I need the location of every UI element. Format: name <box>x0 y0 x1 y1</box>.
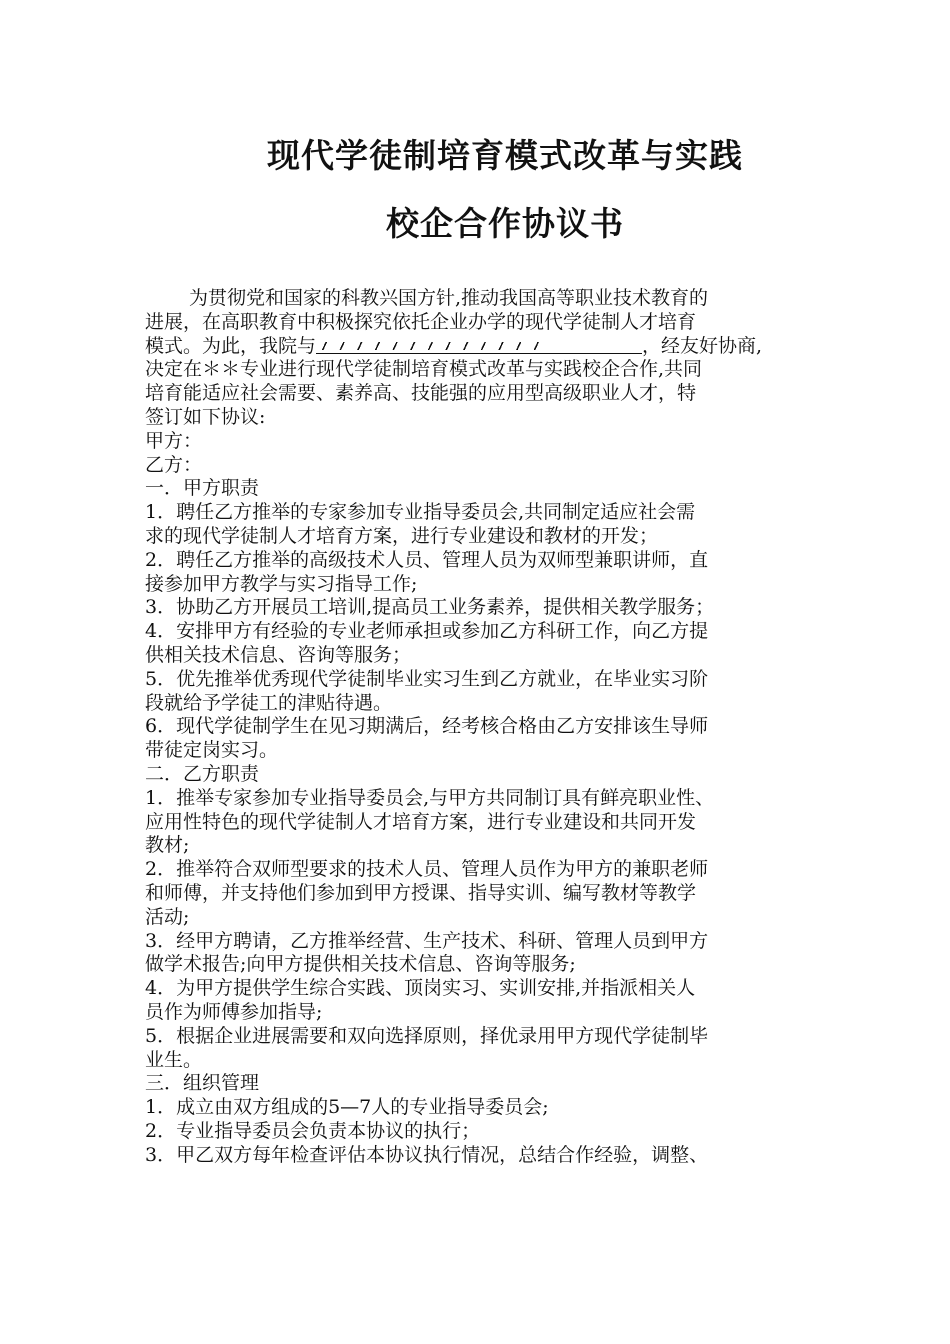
clause-line: 段就给予学徒工的津贴待遇。 <box>145 691 393 714</box>
partner-name-blank[interactable] <box>316 337 642 354</box>
intro-line: 进展，在高职教育中积极探究依托企业办学的现代学徒制人才培育 <box>145 310 697 333</box>
clause-line: 1．聘任乙方推举的专家参加专业指导委员会,共同制定适应社会需 <box>145 501 696 524</box>
clause-line: 供相关技术信息、咨询等服务； <box>145 643 412 666</box>
clause-line: 1．推举专家参加专业指导委员会,与甲方共同制订具有鲜亮职业性、 <box>145 786 715 809</box>
intro-line: 培育能适应社会需要、素养高、技能强的应用型高级职业人才，特 <box>145 382 697 405</box>
clause-line: 带徒定岗实习。 <box>145 739 279 762</box>
intro-text: 为贯彻党和国家的科教兴国方针,推动我国高等职业技术教育的 <box>189 287 709 309</box>
clause-line: 员作为师傅参加指导; <box>145 1000 323 1023</box>
clause-line: 2．推举符合双师型要求的技术人员、管理人员作为甲方的兼职老师 <box>145 858 709 881</box>
clause-line: 教材; <box>145 834 190 857</box>
clause-line: 和师傅，并支持他们参加到甲方授课、指导实训、编写教材等教学 <box>145 881 697 904</box>
intro-line-with-blank <box>145 335 815 359</box>
section-heading: 一．甲方职责 <box>145 477 260 500</box>
blank-dash-marks <box>320 342 545 350</box>
clause-line: 应用性特色的现代学徒制人才培育方案，进行专业建设和共同开发 <box>145 810 697 833</box>
document-body <box>145 287 815 1167</box>
clause-line: 2．专业指导委员会负责本协议的执行； <box>145 1119 481 1142</box>
intro-line: 签订如下协议: <box>145 405 266 428</box>
clause-line: 活动; <box>145 905 190 928</box>
intro-text: ，经友好协商, <box>642 334 763 357</box>
clause-line: 业生。 <box>145 1048 203 1071</box>
clause-line: 6．现代学徒制学生在见习期满后，经考核合格由乙方安排该生导师 <box>145 715 709 738</box>
clause-line: 2．聘任乙方推举的高级技术人员、管理人员为双师型兼职讲师，直 <box>145 548 709 571</box>
intro-line <box>145 287 815 311</box>
clause-line: 3．协助乙方开展员工培训,提高员工业务素养，提供相关教学服务； <box>145 596 715 619</box>
clause-line: 接参加甲方教学与实习指导工作; <box>145 572 418 595</box>
section-heading: 二．乙方职责 <box>145 762 260 785</box>
party-a-label: 甲方： <box>145 429 203 452</box>
clause-line: 1．成立由双方组成的5—7人的专业指导委员会; <box>145 1096 549 1119</box>
clause-line: 4．为甲方提供学生综合实践、顶岗实习、实训安排,并指派相关人 <box>145 977 696 1000</box>
clause-line: 3．甲乙双方每年检查评估本协议执行情况，总结合作经验，调整、 <box>145 1143 709 1166</box>
clause-line: 求的现代学徒制人才培育方案，进行专业建设和教材的开发； <box>145 524 659 547</box>
clause-line: 4．安排甲方有经验的专业老师承担或参加乙方科研工作，向乙方提 <box>145 620 709 643</box>
intro-text: 模式。为此，我院与 <box>145 334 317 357</box>
party-b-label: 乙方： <box>145 453 203 476</box>
section-heading: 三．组织管理 <box>145 1072 260 1095</box>
clause-line: 3．经甲方聘请，乙方推举经营、生产技术、科研、管理人员到甲方 <box>145 929 709 952</box>
document-title-line-2: 校企合作协议书 <box>386 204 624 243</box>
clause-line: 5．根据企业进展需要和双向选择原则，择优录用甲方现代学徒制毕 <box>145 1024 709 1047</box>
clause-line: 5．优先推举优秀现代学徒制毕业实习生到乙方就业，在毕业实习阶 <box>145 667 709 690</box>
clause-line: 做学术报告;向甲方提供相关技术信息、咨询等服务; <box>145 953 576 976</box>
intro-line: 决定在＊＊专业进行现代学徒制培育模式改革与实践校企合作,共同 <box>145 358 703 381</box>
document-title-line-1: 现代学徒制培育模式改革与实践 <box>267 136 743 175</box>
